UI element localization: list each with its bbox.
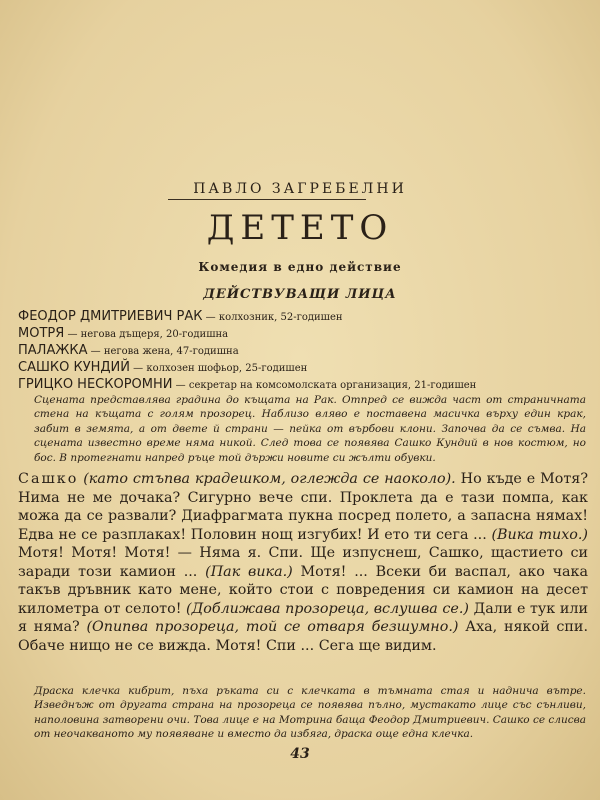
cast-name: ПАЛАЖКА [18, 343, 88, 358]
cast-entry [18, 306, 588, 323]
cast-entry [18, 323, 588, 340]
dialog-remark: (Пак вика.) [205, 563, 293, 580]
author-underline [168, 199, 366, 200]
cast-entry [18, 357, 588, 374]
cast-description: — секретар на комсомолската организация, 21-годишен [172, 380, 477, 391]
cast-name: ФЕОДОР ДМИТРИЕВИЧ РАК [18, 309, 203, 324]
cast-description: — негова жена, 47-годишна [87, 346, 239, 357]
cast-name: МОТРЯ [18, 326, 65, 341]
dialog-text: Но къде е Мотя? Нима не ме дочака? Сигурно вече спи. Проклета да е тази помпа, как можа да се развали? Диафрагмата пукна посред полето, а запасна нямах! Едва не се разплаках! Половин нощ изгубих! И ето ти сега ... [18, 471, 588, 543]
cast-name: ГРИЦКО НЕСКОРОМНИ [18, 377, 173, 392]
cast-entry [18, 374, 588, 391]
dialog-remark: (Доближава прозореца, вслушва се.) [186, 600, 469, 617]
stage-direction-opening: Сцената представлява градина до къщата на Рак. Отпред се вижда част от страничната стена на къщата с голям прозорец. Наблизо влявo е поставена масичка върху един крак, забит в земята, а от двете й страни — пейка от върбови клони. Започва да се съмва. На сцената известно време няма никой. След това се появява Сашко Кундий в нов костюм, но бос. В протегнати напред ръце той държи новите си жълти обувки. [34, 394, 586, 464]
play-subtitle: Комедия в едно действие [198, 260, 402, 274]
stage-direction-closing: Драска клечка кибрит, пъха ръката си с клечката в тъмната стая и надничa вътре. Изведнъж от другата страна на прозореца се появява пълно, мустакато лице със сънливи, наполовина затворени очи. Това лице е на Мотрина баща Феодор Дмитриевич. Сашко се слисва от неочакваното му появяване и вместо да избяга, драска още една клечка. [34, 685, 586, 741]
play-title: ДЕТЕТО [206, 208, 394, 248]
cast-name: САШКО КУНДИЙ [18, 360, 130, 375]
dialog-text: Аха, някой спи. Обаче нищо не се вижда. Мотя! Спи ... Сега ще видим. [18, 619, 589, 654]
cast-description: — колхозник, 52-годишен [202, 312, 343, 323]
cast-list [18, 306, 588, 391]
cast-entry [18, 340, 588, 357]
dialog-text: Дали е тук или я няма? [18, 600, 588, 635]
dialog-remark: (като стъпва крадешком, оглежда се наоколо). [78, 471, 456, 487]
dialog-remark: (Опипва прозореца, той се отваря безшумно.) [86, 619, 459, 635]
cast-description: — негова дъщеря, 20-годишна [64, 329, 229, 340]
dialog-text: Мотя! ... Всеки би васпал, ако чака такъв дръвник като мене, който стои с повредения си камион на десет километра от селото! [18, 563, 589, 617]
author-name: ПАВЛО ЗАГРЕБЕЛНИ [193, 181, 407, 197]
cast-description: — колхозен шофьор, 25-годишен [130, 363, 308, 374]
dialog-text: Мотя! Мотя! Мотя! — Няма я. Спи. Ще изпуснеш, Сашко, щастието си заради този камион ... [18, 545, 588, 580]
speaker-name: Сашко [18, 471, 79, 487]
dialog-paragraph [18, 470, 588, 655]
page-number: 43 [290, 746, 310, 762]
cast-heading: ДЕЙСТВУВАЩИ ЛИЦА [203, 287, 397, 302]
dialog-remark: (Вика тихо.) [491, 526, 588, 543]
